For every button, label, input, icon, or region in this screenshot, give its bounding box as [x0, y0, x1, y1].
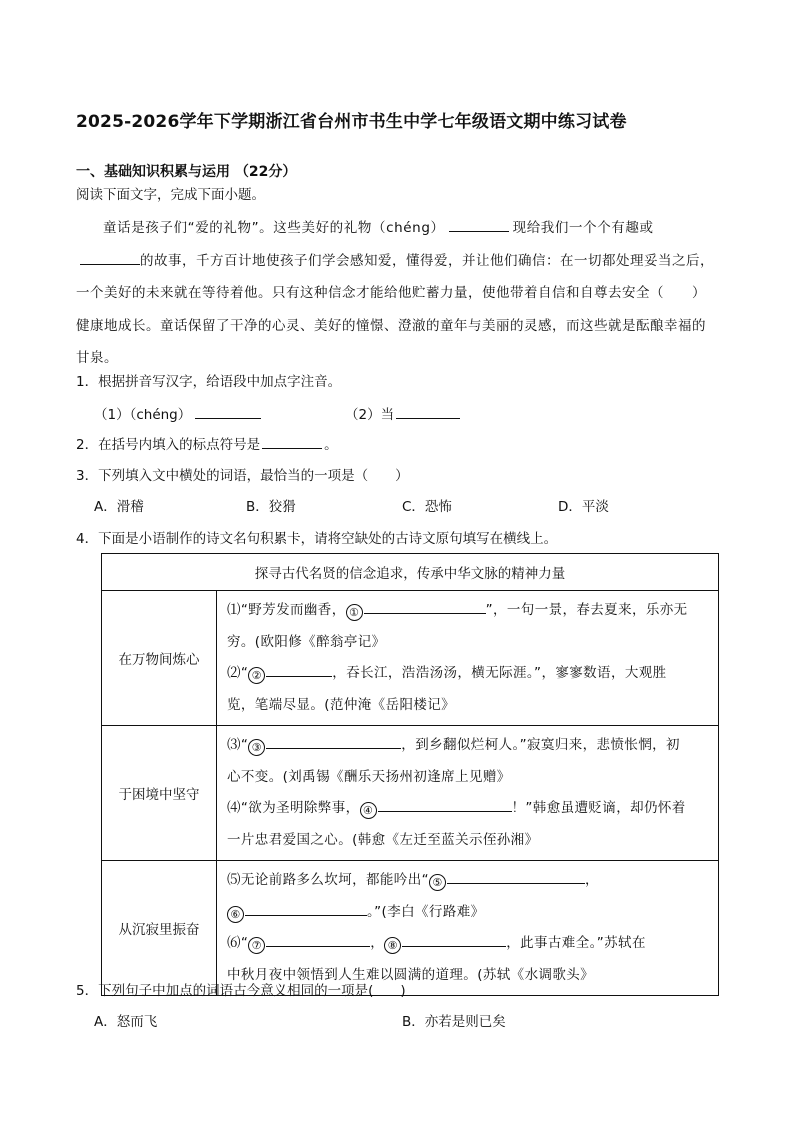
category-cell: 于困境中坚守	[102, 726, 217, 861]
poem-blank-8[interactable]	[402, 932, 506, 947]
reading-passage	[76, 212, 716, 375]
q2-answer-blank[interactable]	[262, 434, 322, 449]
category-cell: 在万物间炼心	[102, 591, 217, 726]
q3-option-c[interactable]: C．恐怖	[402, 499, 452, 515]
blank-number-8: ⑧	[384, 937, 401, 954]
question-1-stem: 1．根据拼音写汉字，给语段中加点字注音。	[76, 374, 342, 390]
q2-stem-end: 。	[324, 437, 338, 453]
blank-number-3: ③	[248, 739, 265, 756]
blank-chengxian[interactable]	[449, 217, 509, 232]
blank-number-7: ⑦	[248, 937, 265, 954]
section-intro: 阅读下面文字，完成下面小题。	[76, 187, 265, 203]
blank-word-choice[interactable]	[80, 250, 140, 265]
q1a-label: （1）（chéng）	[94, 407, 192, 423]
blank-number-1: ①	[346, 604, 363, 621]
question-1-part-b	[345, 404, 460, 426]
poem-blank-4[interactable]	[378, 797, 512, 812]
blank-number-2: ②	[248, 667, 265, 684]
category-cell: 从沉寂里振奋	[102, 861, 217, 996]
card-header: 探寻古代名贤的信念追求，传承中华文脉的精神力量	[102, 554, 719, 591]
passage-part-2: 现给我们一个个有趣或	[512, 220, 654, 236]
blank-number-5: ⑤	[429, 874, 446, 891]
poem-cell: ⑶“ ③ ，到乡翻似烂柯人。”寂寞归来，悲愤怅惘，初 心不变。(刘禹锡《酬乐天扬州初逢席上见赠》 ⑷“欲为圣明除弊事， ④ ！”韩愈虽遭贬谪，却仍怀着 一片忠君爱国之心。(韩愈《左迁至蓝关示侄孙湘》	[217, 726, 719, 861]
passage-part-3: 的故事，千方百计地使孩子们学会感知爱，懂得爱，并让他们确信：在一切都处理妥当之后，一个美好的未来就在等待着他。只有这种信念才能给他贮蓄力量，使他带着自信和自尊去安全（ ）健康地成长。童话保留了干净的心灵、美好的憧憬、澄澈的童年与美丽的灵感，而这些就是酝酿幸福的甘泉。	[76, 252, 714, 366]
poem-accumulation-card	[101, 553, 719, 996]
poem-blank-3[interactable]	[266, 734, 401, 749]
exam-title: 2025-2026学年下学期浙江省台州市书生中学七年级语文期中练习试卷	[76, 112, 627, 132]
passage-part-1: 童话是孩子们“爱的礼物”。这些美好的礼物（chéng）	[103, 220, 445, 236]
poem-blank-5[interactable]	[447, 869, 585, 884]
poem-blank-7[interactable]	[266, 932, 370, 947]
question-2	[76, 434, 338, 456]
q3-option-b[interactable]: B．狡猾	[246, 499, 296, 515]
poem-blank-2[interactable]	[266, 662, 332, 677]
q5-option-a[interactable]: A．怒而飞	[94, 1014, 158, 1030]
q1b-answer-blank[interactable]	[396, 404, 460, 419]
question-4-stem: 4．下面是小语制作的诗文名句积累卡，请将空缺处的古诗文原句填写在横线上。	[76, 531, 558, 547]
blank-number-4: ④	[360, 802, 377, 819]
blank-number-6: ⑥	[227, 906, 244, 923]
poem-blank-6[interactable]	[245, 901, 367, 916]
section-heading: 一、基础知识积累与运用 （22分）	[76, 164, 297, 180]
q1a-answer-blank[interactable]	[195, 404, 261, 419]
poem-cell: ⑴“野芳发而幽香， ① ”，一句一景，春去夏来，乐亦无 穷。(欧阳修《醉翁亭记》 ⑵“ ② ，吞长江，浩浩汤汤，横无际涯。”，寥寥数语，大观胜 览，笔端尽显。(范仲淹《岳阳楼记》	[217, 591, 719, 726]
poem-cell: ⑸无论前路多么坎坷，都能吟出“ ⑤ ， ⑥ 。”(李白《行路难》 ⑹“ ⑦ ， ⑧ ，此事古难全。”苏轼在 中秋月夜中领悟到人生难以圆满的道理。(苏轼《水调歌头》	[217, 861, 719, 996]
question-5-stem: 5．下列句子中加点的词语古今意义相同的一项是( )	[76, 983, 406, 999]
q1b-label: （2）当	[345, 407, 395, 423]
question-1-part-a	[94, 404, 261, 426]
q2-stem: 2．在括号内填入的标点符号是	[76, 437, 261, 453]
poem-blank-1[interactable]	[364, 599, 486, 614]
q3-option-d[interactable]: D．平淡	[558, 499, 609, 515]
question-3-stem: 3．下列填入文中横处的词语，最恰当的一项是（ ）	[76, 468, 409, 484]
q5-option-b[interactable]: B．亦若是则已矣	[402, 1014, 506, 1030]
q3-option-a[interactable]: A．滑稽	[94, 499, 144, 515]
